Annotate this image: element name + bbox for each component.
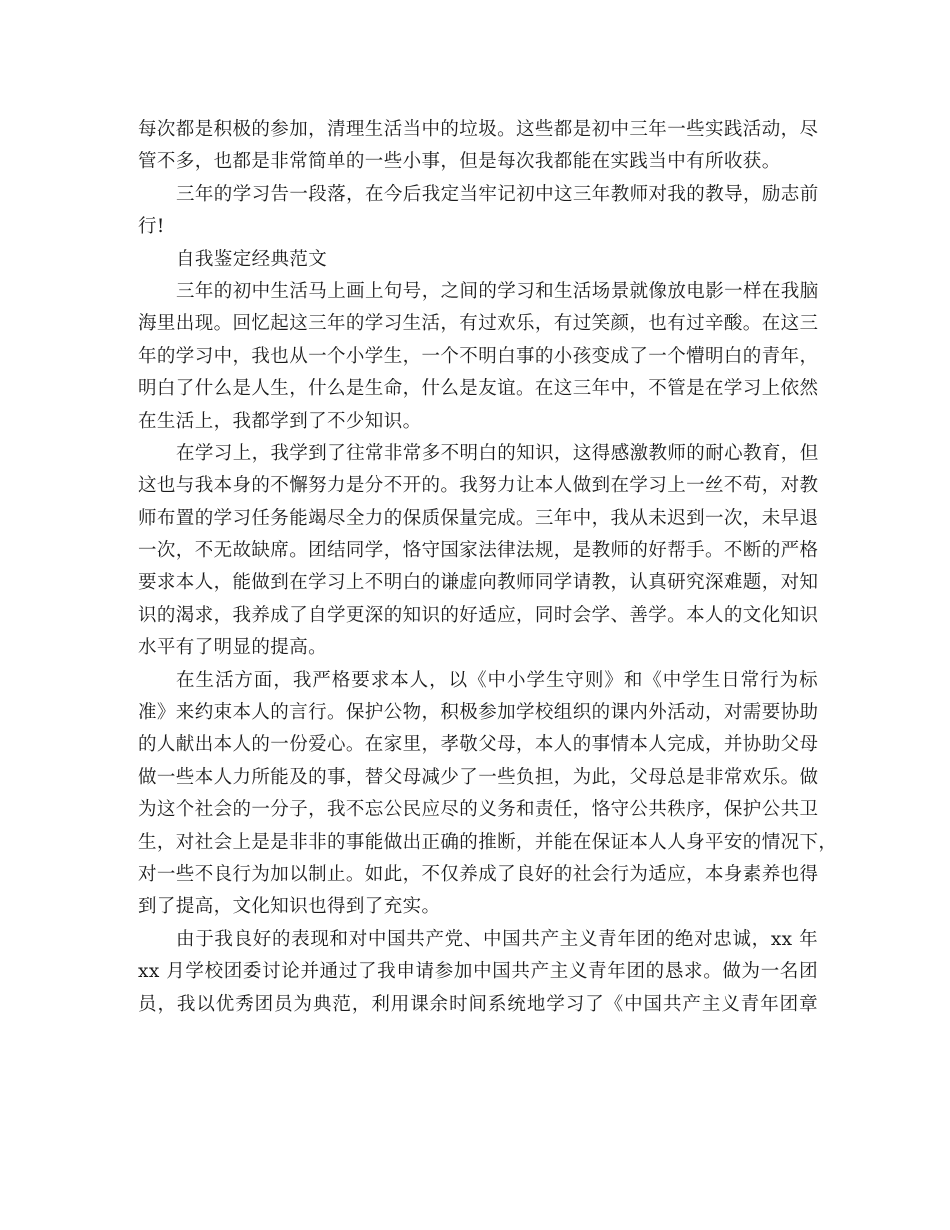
text-line: 海里出现。回忆起这三年的学习生活，有过欢乐，有过笑颜，也有过辛酸。在这三 <box>138 313 819 335</box>
text-line: 准》来约束本人的言行。保护公物，积极参加学校组织的课内外活动，对需要协助 <box>138 702 819 724</box>
text-line: 为这个社会的一分子，我不忘公民应尽的义务和责任，恪守公共秩序，保护公共卫 <box>138 799 819 821</box>
text-line: 到了提高，文化知识也得到了充实。 <box>138 896 441 918</box>
text-line: 水平有了明显的提高。 <box>138 637 328 659</box>
text-line: 管不多，也都是非常简单的一些小事，但是每次我都能在实践当中有所收获。 <box>138 151 781 173</box>
document-body <box>138 114 838 1021</box>
text-line: 自我鉴定经典范文 <box>176 248 328 270</box>
text-line: 员，我以优秀团员为典范，利用课余时间系统地学习了《中国共产主义青年团章 <box>138 993 818 1015</box>
text-line: 识的渴求，我养成了自学更深的知识的好适应，同时会学、善学。本人的文化知识 <box>138 604 819 626</box>
text-line: 在学习上，我学到了往常非常多不明白的知识，这得感激教师的耐心教育，但 <box>176 442 819 464</box>
text-line: 明白了什么是人生，什么是生命，什么是友谊。在这三年中，不管是在学习上依然 <box>138 378 819 400</box>
text-line: 三年的学习告一段落，在今后我定当牢记初中这三年教师对我的教导，励志前 <box>176 183 819 205</box>
text-line: 师布置的学习任务能竭尽全力的保质保量完成。三年中，我从未迟到一次，未早退 <box>138 507 819 529</box>
text-line: 行! <box>138 216 165 238</box>
text-line: 要求本人，能做到在学习上不明白的谦虚向教师同学请教，认真研究深难题，对知 <box>138 572 819 594</box>
text-line: 三年的初中生活马上画上句号，之间的学习和生活场景就像放电影一样在我脑 <box>176 280 819 302</box>
text-line: 由于我良好的表现和对中国共产党、中国共产主义青年团的绝对忠诚，xx 年 <box>176 928 818 950</box>
text-line: 这也与我本身的不懈努力是分不开的。我努力让本人做到在学习上一丝不苟，对教 <box>138 475 819 497</box>
text-line: xx 月学校团委讨论并通过了我申请参加中国共产主义青年团的恳求。做为一名团 <box>138 961 818 983</box>
text-line: 每次都是积极的参加，清理生活当中的垃圾。这些都是初中三年一些实践活动，尽 <box>138 119 819 140</box>
text-line: 在生活上，我都学到了不少知识。 <box>138 410 422 432</box>
text-line: 年的学习中，我也从一个小学生，一个不明白事的小孩变成了一个懵明白的青年， <box>138 345 819 367</box>
text-line: 做一些本人力所能及的事，替父母减少了一些负担，为此，父母总是非常欢乐。做 <box>138 766 819 788</box>
text-line: 生，对社会上是是非非的事能做出正确的推断，并能在保证本人人身平安的情况下， <box>138 831 838 853</box>
text-line: 在生活方面，我严格要求本人，以《中小学生守则》和《中学生日常行为标 <box>176 669 818 691</box>
text-line: 一次，不无故缺席。团结同学，恪守国家法律法规，是教师的好帮手。不断的严格 <box>138 540 819 562</box>
text-line: 对一些不良行为加以制止。如此，不仅养成了良好的社会行为适应，本身素养也得 <box>138 863 819 885</box>
text-line: 的人献出本人的一份爱心。在家里，孝敬父母，本人的事情本人完成，并协助父母 <box>138 734 819 756</box>
